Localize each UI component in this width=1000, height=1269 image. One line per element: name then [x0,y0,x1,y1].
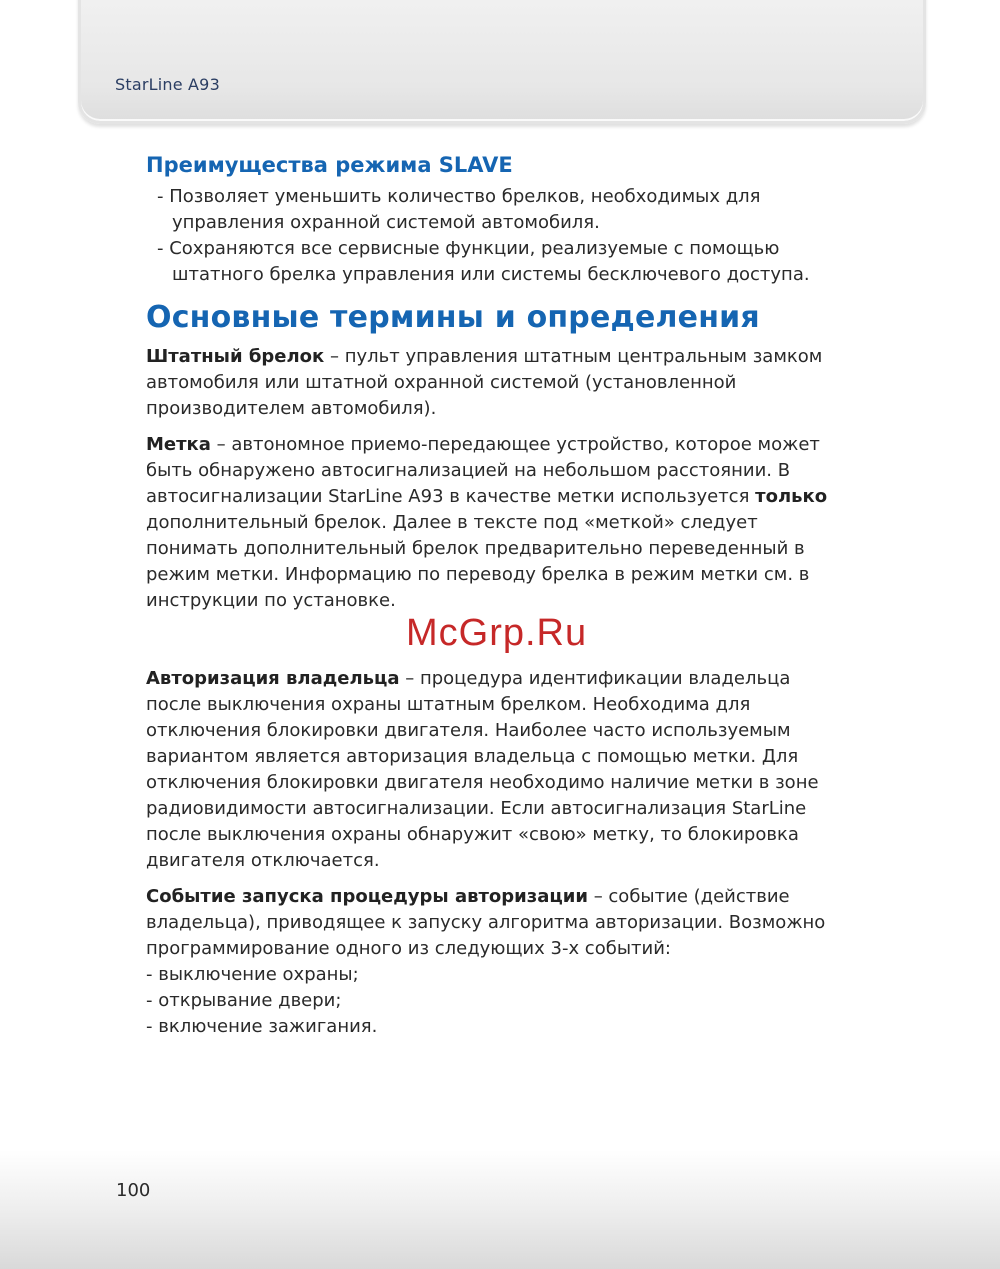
standard-fob-text: – пульт управления штатным центральным замком автомобиля или штатной охранной системой (установленной производителем автомобиля). [146,346,823,419]
auth-event-definition [146,884,846,962]
header-title: StarLine A93 [115,75,220,94]
owner-auth-term: Авторизация владельца [146,668,400,689]
terms-heading: Основные термины и определения [146,300,760,335]
header-panel [78,0,926,124]
slave-bullet-1: - Позволяет уменьшить количество брелков, необходимых для управления охранной системой автомобиля. [157,186,761,233]
owner-auth-text: – процедура идентификации владельца после выключения охраны штатным брелком. Необходима для отключения блокировки двигателя. Наиболее часто используемым вариантом является авторизация владельца с помощью метки. Для отключения блокировки двигателя необходимо наличие метки в зоне радиовидимости автосигнализации. Если автосигнализация StarLine после выключения охраны обнаружит «свою» метку, то блокировка двигателя отключается. [146,668,819,871]
slave-bullet-2: - Сохраняются все сервисные функции, реализуемые с помощью штатного брелка управления или системы бесключевого доступа. [157,238,810,285]
watermark: McGrp.Ru [406,612,588,654]
owner-auth-definition [146,666,846,874]
tag-term: Метка [146,434,211,455]
auth-event-item-2: - открывание двери; [146,990,342,1011]
footer-band [0,1150,1000,1269]
page-number: 100 [116,1180,151,1201]
auth-event-term: Событие запуска процедуры авторизации [146,886,588,907]
slave-mode-heading: Преимущества режима SLAVE [146,153,513,177]
page-content [146,150,846,1040]
tag-definition [146,432,846,614]
auth-event-item-1: - выключение охраны; [146,964,359,985]
tag-text-1: – автономное приемо-передающее устройство, которое может быть обнаружено автосигнализацией на небольшом расстоянии. В автосигнализации StarLine A93 в качестве метки используется [146,434,820,507]
tag-bold-only: только [755,486,828,507]
tag-text-2: дополнительный брелок. Далее в тексте под «меткой» следует понимать дополнительный брелок предварительно переведенный в режим метки. Информацию по переводу брелка в режим метки см. в инструкции по установке. [146,512,810,611]
auth-event-text: – событие (действие владельца), приводящее к запуску алгоритма авторизации. Возможно программирование одного из следующих 3-х событий: [146,886,826,959]
standard-fob-definition [146,344,846,422]
auth-event-item-3: - включение зажигания. [146,1016,378,1037]
standard-fob-term: Штатный брелок [146,346,325,367]
